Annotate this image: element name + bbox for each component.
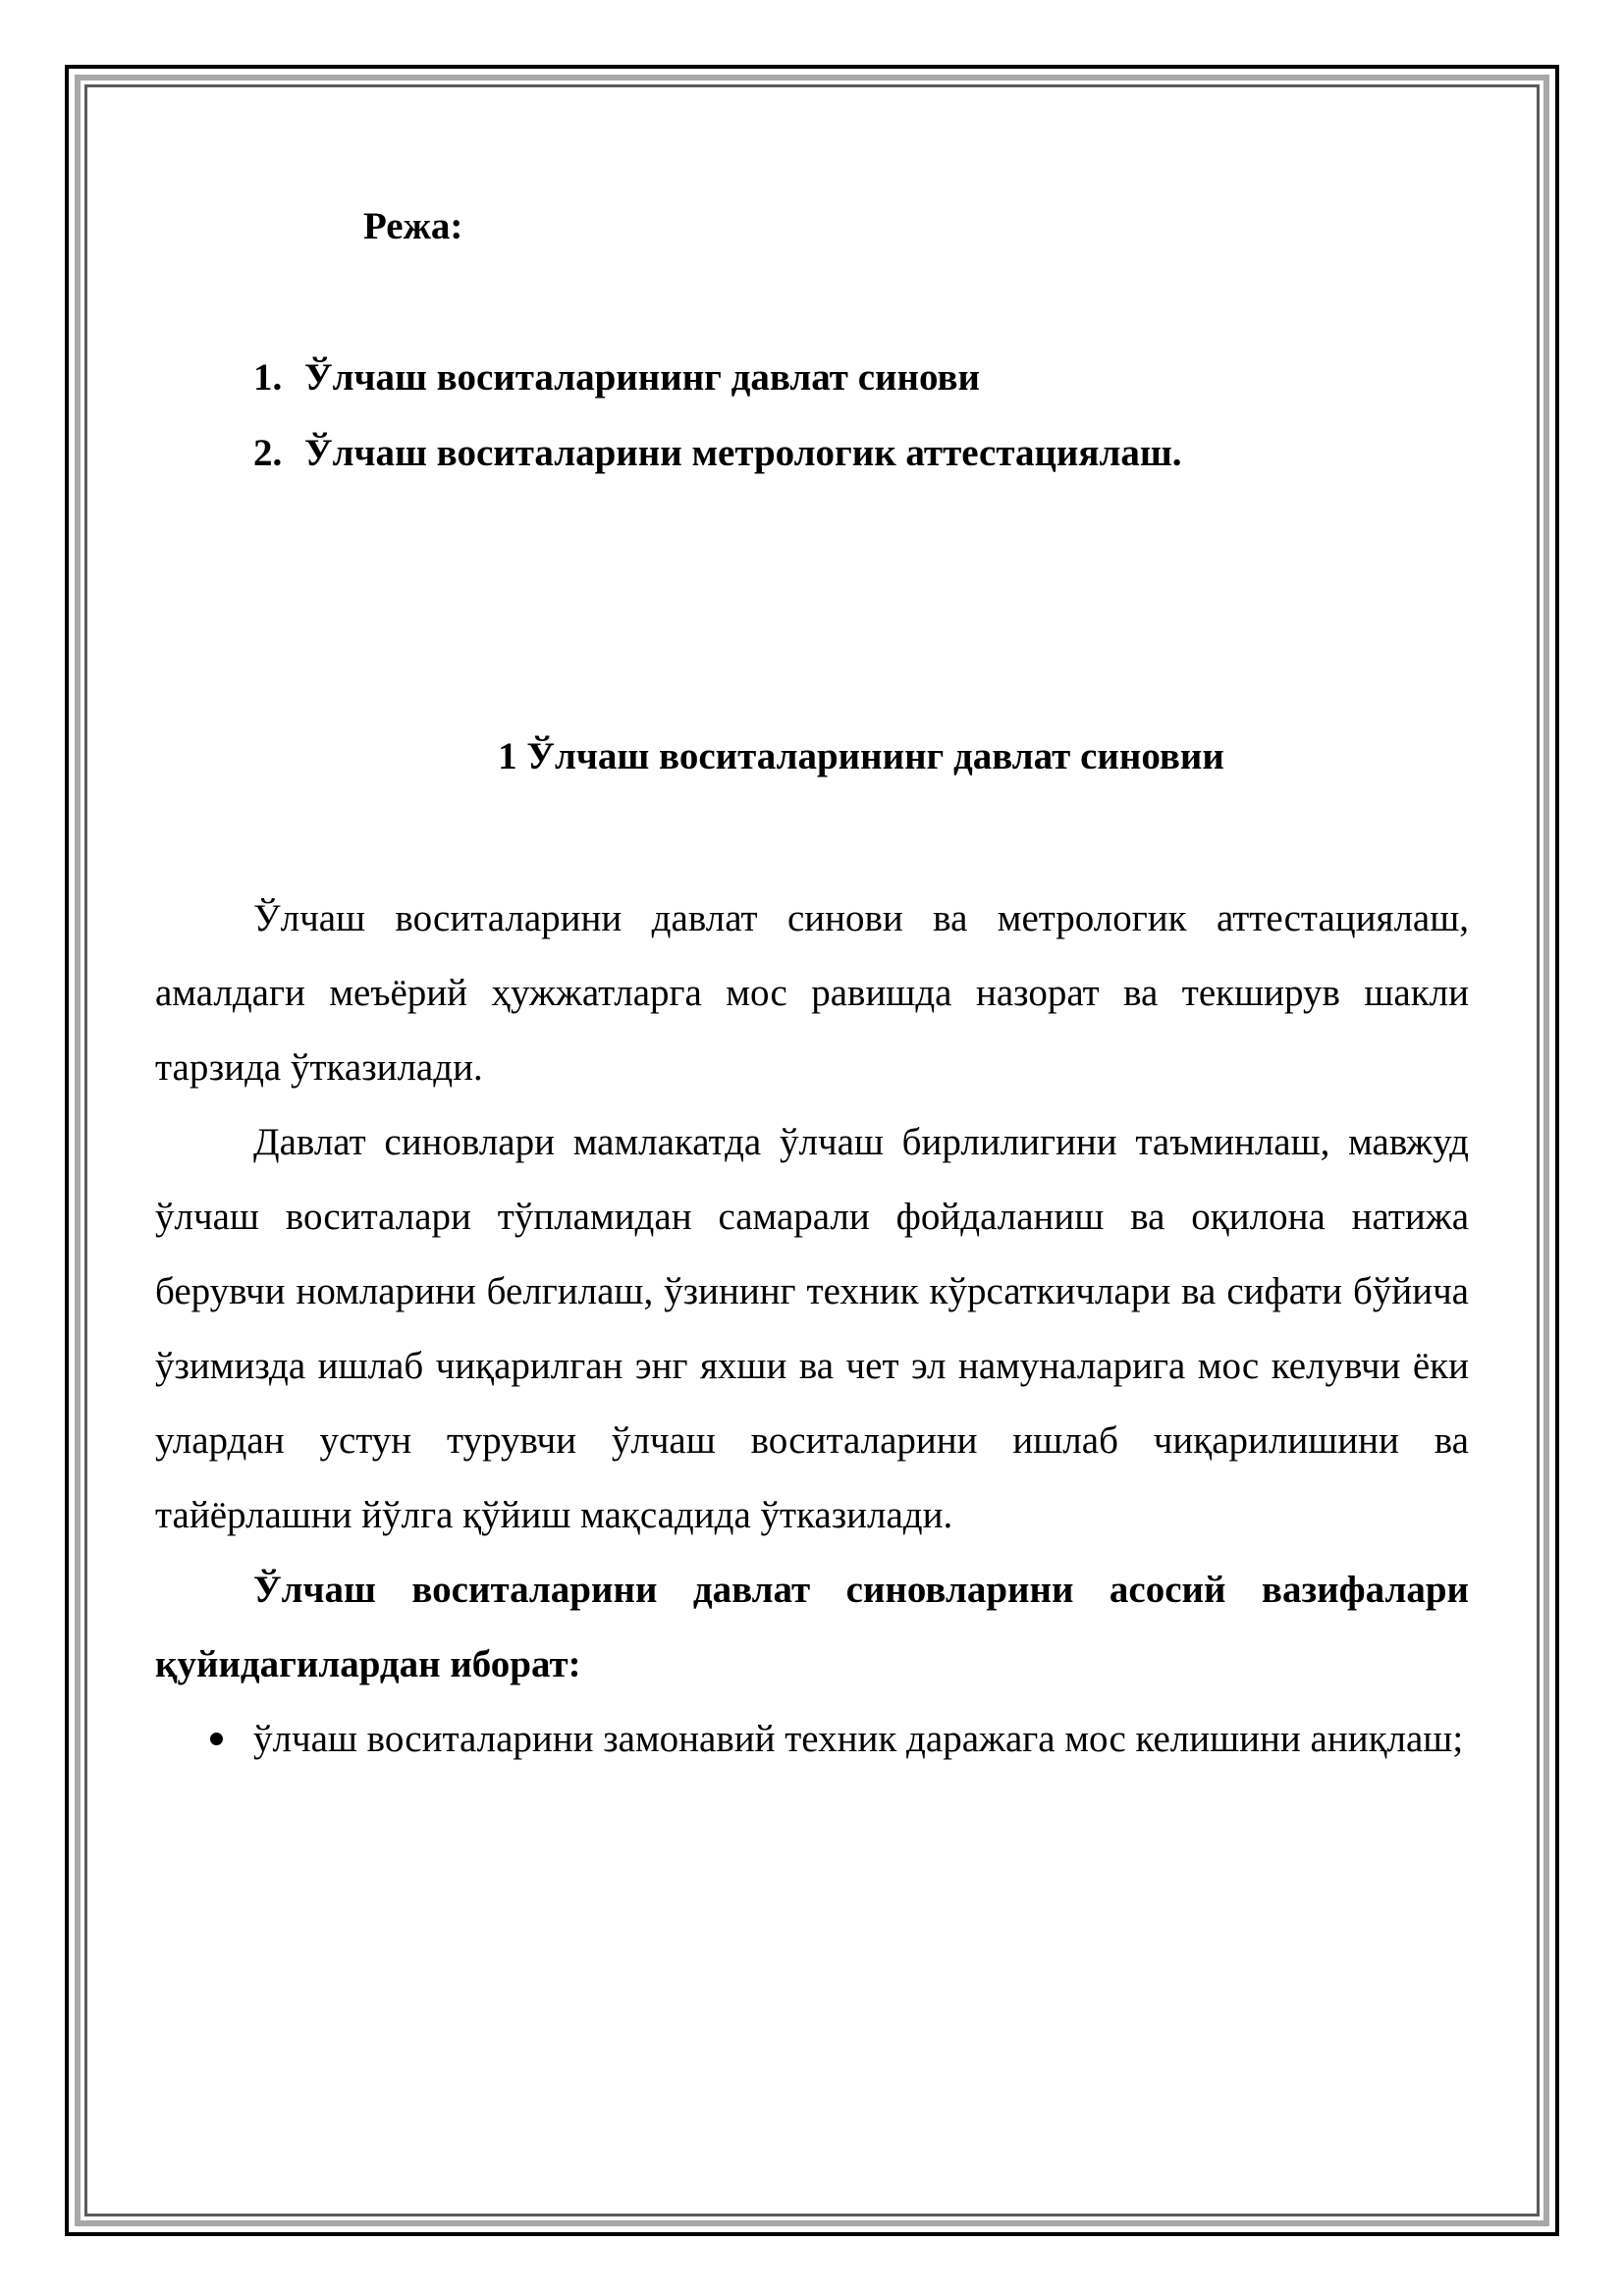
bullet-text: ўлчаш воситаларини замонавий техник даражага мос келишини аниқлаш; [253,1718,1464,1760]
plan-item [253,431,1182,507]
section-heading: 1 Ўлчаш воситаларининг давлат синовии [498,735,1224,777]
plan-list [253,355,1182,507]
bullet-dot-icon [210,1733,223,1745]
bullet-item [155,1702,1469,1777]
plan-title: Режа: [363,205,463,247]
bullet-list [155,1702,1469,1777]
plan-item-number: 1. [253,356,283,399]
body-paragraph: Ўлчаш воситаларини давлат синови ва метрологик аттестациялаш, амалдаги меъёрий ҳужжатларга мос равишда назорат ва текширув шакли тарзида ўтказилади. [155,897,1469,1089]
plan-item-text: Ўлчаш воситаларини метрологик аттестациялаш. [304,432,1182,474]
plan-item [253,355,1182,431]
plan-item-number: 2. [253,432,283,474]
body-paragraph: Давлат синовлари мамлакатда ўлчаш бирлилигини таъминлаш, мавжуд ўлчаш воситалари тўпламидан самарали фойдаланиш ва оқилона натижа берувчи номларини белгилаш, ўзининг техник кўрсаткичлари ва сифати бўйича ўзимизда ишлаб чиқарилган энг яхши ва чет эл намуналарига мос келувчи ёки улардан устун турувчи ўлчаш воситаларини ишлаб чиқарилишини ва тайёрлашни йўлга қўйиш мақсадида ўтказилади. [155,1121,1469,1536]
body-text [155,881,1469,1777]
bold-paragraph: Ўлчаш воситаларини давлат синовларини асосий вазифалари қуйидагилардан иборат: [155,1569,1469,1685]
plan-item-text: Ўлчаш воситаларининг давлат синови [304,356,981,399]
